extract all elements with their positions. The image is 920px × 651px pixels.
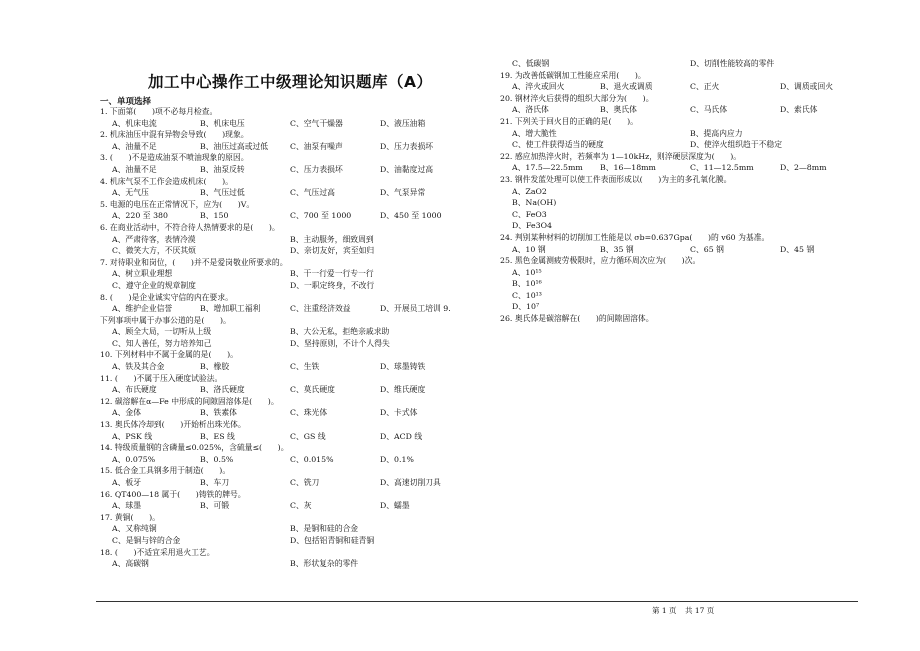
option-text: C、注重经济效益 xyxy=(290,304,351,314)
option-text: D、油黏度过高 xyxy=(380,164,434,174)
option-text: A、220 至 380 xyxy=(112,211,168,221)
question-text: 2. 机床油压中混有异物会导致( )现象。 xyxy=(100,130,249,140)
question-text: 7. 对待职业和岗位，( )并不是爱岗敬业所要求的。 xyxy=(100,257,288,267)
option-text: B、橡胶 xyxy=(200,362,230,372)
question-text: 3. ( )不是造成油泵不喷油现象的原因。 xyxy=(100,153,249,163)
option-text: C、10¹³ xyxy=(512,290,542,300)
question-line xyxy=(500,255,870,267)
question-text: 6. 在商业活动中，不符合待人热情要求的是( )。 xyxy=(100,222,280,232)
question-text: 11. ( )不属于压入硬度试验法。 xyxy=(100,373,223,383)
option-text: B、车刀 xyxy=(200,478,230,487)
left-column xyxy=(100,106,470,570)
question-text: 13. 奥氏体冷却到( )开始析出珠光体。 xyxy=(100,420,246,430)
option-text: D、维氏硬度 xyxy=(380,385,426,395)
option-row xyxy=(500,58,870,70)
question-line xyxy=(100,442,470,454)
option-text: C、铣刀 xyxy=(290,478,320,487)
question-line xyxy=(100,257,470,269)
option-text: C、压力表损坏 xyxy=(290,164,343,174)
option-text: B、是铜和硅的合金 xyxy=(290,524,359,534)
question-line xyxy=(100,373,470,385)
option-text: C、0.015% xyxy=(290,454,334,464)
option-row xyxy=(100,210,470,222)
option-text: B、退火或调质 xyxy=(600,82,653,92)
option-text: A、又称纯铜 xyxy=(112,524,157,534)
question-text: 25. 黑色金属测疲劳极限时，应力循环周次应为( )次。 xyxy=(500,256,701,266)
question-text: 16. QT400—18 属于( )铸铁的牌号。 xyxy=(100,489,246,499)
option-text: A、球墨 xyxy=(112,501,142,511)
right-column xyxy=(500,58,870,325)
question-line xyxy=(100,129,470,141)
option-row xyxy=(500,290,870,302)
option-row xyxy=(100,407,470,419)
option-text: B、大公无私，拒绝亲戚求助 xyxy=(290,327,390,337)
option-text: B、ES 线 xyxy=(200,431,235,441)
option-text: A、PSK 线 xyxy=(112,431,153,441)
question-text: 下列事项中属于办事公道的是( )。 xyxy=(100,315,231,325)
option-text: C、正火 xyxy=(690,82,720,92)
option-text: B、油泵反转 xyxy=(200,164,245,174)
option-row xyxy=(100,338,470,350)
option-row xyxy=(500,209,870,221)
option-text: D、2—8mm xyxy=(780,163,827,173)
option-text: A、ZaO2 xyxy=(512,186,547,196)
option-text: B、150 xyxy=(200,211,229,221)
option-text: C、遵守企业的规章制度 xyxy=(112,280,196,290)
option-text: B、形状复杂的零件 xyxy=(290,559,359,569)
question-line xyxy=(100,199,470,211)
option-text: B、主动服务，细致周到 xyxy=(290,234,374,244)
option-text: D、450 至 1000 xyxy=(380,211,442,221)
question-line xyxy=(500,232,870,244)
option-text: A、严肃待客，表情冷漠 xyxy=(112,234,196,244)
option-text: B、增加职工福利 xyxy=(200,304,261,314)
page-number: 第 1 页 xyxy=(652,606,677,615)
option-text: C、灰 xyxy=(290,501,312,511)
option-text: A、油量不足 xyxy=(112,141,157,151)
option-text: B、奥氏体 xyxy=(600,105,637,115)
option-row xyxy=(500,81,870,93)
option-row xyxy=(100,384,470,396)
option-row xyxy=(500,104,870,116)
option-text: C、GS 线 xyxy=(290,431,326,441)
option-row xyxy=(500,220,870,232)
option-text: C、气压过高 xyxy=(290,188,335,198)
option-text: B、铁素体 xyxy=(200,408,237,418)
option-text: D、使淬火组织趋于不稳定 xyxy=(690,140,783,150)
question-line xyxy=(100,419,470,431)
question-line xyxy=(100,396,470,408)
option-text: C、65 钢 xyxy=(690,244,724,254)
option-row xyxy=(500,186,870,198)
option-text: A、洛氏体 xyxy=(512,105,549,115)
question-line xyxy=(100,106,470,118)
option-row xyxy=(100,558,470,570)
option-text: A、顾全大局，一切听从上级 xyxy=(112,327,212,337)
option-text: C、FeO3 xyxy=(512,209,547,219)
option-row xyxy=(100,477,470,489)
option-text: A、17.5—22.5mm xyxy=(512,163,583,173)
option-text: B、气压过低 xyxy=(200,188,245,198)
question-line xyxy=(100,349,470,361)
page-total: 共 17 页 xyxy=(684,606,715,615)
option-text: A、10 钢 xyxy=(512,244,546,254)
footer xyxy=(652,605,720,616)
option-text: A、铁及其合金 xyxy=(112,362,165,372)
question-text: 23. 钢件发蓝处理可以使工件表面形成以( )为主的多孔氧化膜。 xyxy=(500,174,732,184)
question-text: 20. 钢材淬火后获得的组织大部分为( )。 xyxy=(500,93,654,103)
option-text: C、莫氏硬度 xyxy=(290,385,335,395)
option-text: D、气泵异常 xyxy=(380,188,426,198)
option-text: C、微笑大方，不厌其烦 xyxy=(112,246,196,256)
page-title: 加工中心操作工中级理论知识题库（A） xyxy=(148,73,433,91)
question-text: 21. 下列关于回火目的正确的是( )。 xyxy=(500,116,638,126)
option-text: D、45 钢 xyxy=(780,244,815,254)
option-row xyxy=(100,361,470,373)
footer-rule xyxy=(96,601,858,602)
question-text: 15. 低合金工具钢多用于制造( )。 xyxy=(100,466,231,476)
option-row xyxy=(100,164,470,176)
question-text: 24. 判别某种材料的切削加工性能是以 σb=0.637Gpa( )的 v60 为基准。 xyxy=(500,232,770,242)
question-text: 8. ( )是企业诚实守信的内在要求。 xyxy=(100,292,233,302)
option-row xyxy=(500,244,870,256)
question-line xyxy=(500,151,870,163)
option-row xyxy=(100,118,470,130)
option-text: B、提高内应力 xyxy=(690,128,743,138)
option-row xyxy=(100,141,470,153)
question-text: 14. 特级质量钢的含磷量≤0.025%，含硫量≤( )。 xyxy=(100,443,289,453)
option-text: B、干一行爱一行专一行 xyxy=(290,269,374,279)
question-line xyxy=(500,116,870,128)
option-text: B、0.5% xyxy=(200,454,234,464)
question-line xyxy=(500,313,870,325)
option-row xyxy=(100,431,470,443)
option-text: D、开展员工培训 9. xyxy=(380,304,451,314)
option-row xyxy=(100,245,470,257)
question-text: 4. 机床气泵不工作会造成机床( )。 xyxy=(100,176,233,186)
option-text: D、调质或回火 xyxy=(780,82,834,92)
question-line xyxy=(500,70,870,82)
option-text: A、10¹⁵ xyxy=(512,267,542,277)
option-text: C、是铜与锌的合金 xyxy=(112,535,181,545)
option-text: D、0.1% xyxy=(380,454,414,464)
option-text: D、包括铝青铜和硅青铜 xyxy=(290,535,375,545)
option-text: C、生铁 xyxy=(290,362,320,372)
option-row xyxy=(100,454,470,466)
option-row xyxy=(100,535,470,547)
option-text: D、切削性能较高的零件 xyxy=(690,59,775,68)
option-text: B、可锻 xyxy=(200,501,230,511)
question-text: 19. 为改善低碳钢加工性能应采用( )。 xyxy=(500,70,646,80)
option-text: C、珠光体 xyxy=(290,408,328,418)
option-row xyxy=(500,197,870,209)
question-line xyxy=(500,174,870,186)
option-row xyxy=(500,301,870,313)
option-text: D、蠕墨 xyxy=(380,501,410,511)
question-text: 1. 下面第( )项不必每月检查。 xyxy=(100,107,218,116)
option-row xyxy=(500,128,870,140)
option-text: D、液压油箱 xyxy=(380,118,426,128)
option-text: C、知人善任，努力培养知己 xyxy=(112,338,212,348)
option-text: B、16—18mm xyxy=(600,163,656,173)
option-text: A、布氏硬度 xyxy=(112,385,157,395)
question-line xyxy=(100,292,470,304)
option-row xyxy=(100,303,470,315)
option-text: D、Fe3O4 xyxy=(512,221,552,231)
option-text: B、机床电压 xyxy=(200,118,245,128)
question-text: 10. 下列材料中不属于金属的是( )。 xyxy=(100,350,238,360)
option-row xyxy=(500,278,870,290)
option-row xyxy=(100,187,470,199)
question-line xyxy=(100,152,470,164)
option-text: A、树立职业理想 xyxy=(112,269,173,279)
question-line xyxy=(100,176,470,188)
option-text: D、压力表损坏 xyxy=(380,141,434,151)
option-text: A、油量不足 xyxy=(112,164,157,174)
option-text: A、机床电流 xyxy=(112,118,157,128)
option-text: D、索氏体 xyxy=(780,105,818,115)
option-text: C、使工件获得适当的硬度 xyxy=(512,140,604,150)
option-text: D、卡式体 xyxy=(380,408,418,418)
option-text: D、坚持原则，不计个人得失 xyxy=(290,338,390,348)
option-row xyxy=(100,280,470,292)
option-row xyxy=(100,500,470,512)
option-text: C、低碳钢 xyxy=(512,59,550,68)
question-text: 12. 碳溶解在α—Fe 中形成的间隙固溶体是( )。 xyxy=(100,396,279,406)
question-line xyxy=(100,222,470,234)
option-text: A、高碳钢 xyxy=(112,559,149,569)
option-text: B、Na(OH) xyxy=(512,198,557,208)
question-line xyxy=(100,547,470,559)
option-text: D、一职定终身，不改行 xyxy=(290,280,375,290)
question-text: 18. ( )不适宜采用退火工艺。 xyxy=(100,547,215,557)
option-text: A、板牙 xyxy=(112,478,142,487)
question-text: 26. 奥氏体是碳溶解在( )的间隙固溶体。 xyxy=(500,314,654,324)
option-text: B、10¹⁶ xyxy=(512,279,542,289)
question-line xyxy=(500,93,870,105)
option-text: B、洛氏硬度 xyxy=(200,385,245,395)
option-text: A、淬火或回火 xyxy=(512,82,565,92)
question-text: 22. 感应加热淬火时，若频率为 1—10kHz，则淬硬层深度为( )。 xyxy=(500,151,742,161)
option-row xyxy=(100,234,470,246)
question-line xyxy=(100,512,470,524)
option-row xyxy=(500,267,870,279)
option-text: B、35 钢 xyxy=(600,244,634,254)
option-text: A、无气压 xyxy=(112,188,149,198)
question-text: 17. 黄铜( )。 xyxy=(100,512,160,522)
option-text: D、ACD 线 xyxy=(380,431,423,441)
section-title: 一、单项选择 xyxy=(100,97,152,107)
option-text: C、马氏体 xyxy=(690,105,728,115)
option-text: D、高速切削刀具 xyxy=(380,478,441,487)
question-text: 5. 电源的电压在正常情况下，应为( )V。 xyxy=(100,199,255,209)
option-row xyxy=(100,268,470,280)
option-text: C、11—12.5mm xyxy=(690,163,754,173)
option-text: B、油压过高或过低 xyxy=(200,141,269,151)
option-row xyxy=(500,162,870,174)
option-text: D、亲切友好，宾至如归 xyxy=(290,246,375,256)
option-text: D、球墨铸铁 xyxy=(380,362,426,372)
question-line xyxy=(100,315,470,327)
option-text: A、金体 xyxy=(112,408,142,418)
option-text: C、空气干燥器 xyxy=(290,118,343,128)
option-text: D、10⁷ xyxy=(512,302,540,312)
option-text: A、增大脆性 xyxy=(512,128,557,138)
option-text: A、维护企业信誉 xyxy=(112,304,173,314)
option-text: A、0.075% xyxy=(112,454,156,464)
option-row xyxy=(100,326,470,338)
option-row xyxy=(100,523,470,535)
option-text: C、700 至 1000 xyxy=(290,211,352,221)
question-line xyxy=(100,465,470,477)
option-row xyxy=(500,139,870,151)
option-text: C、油泵有噪声 xyxy=(290,141,343,151)
question-line xyxy=(100,489,470,501)
